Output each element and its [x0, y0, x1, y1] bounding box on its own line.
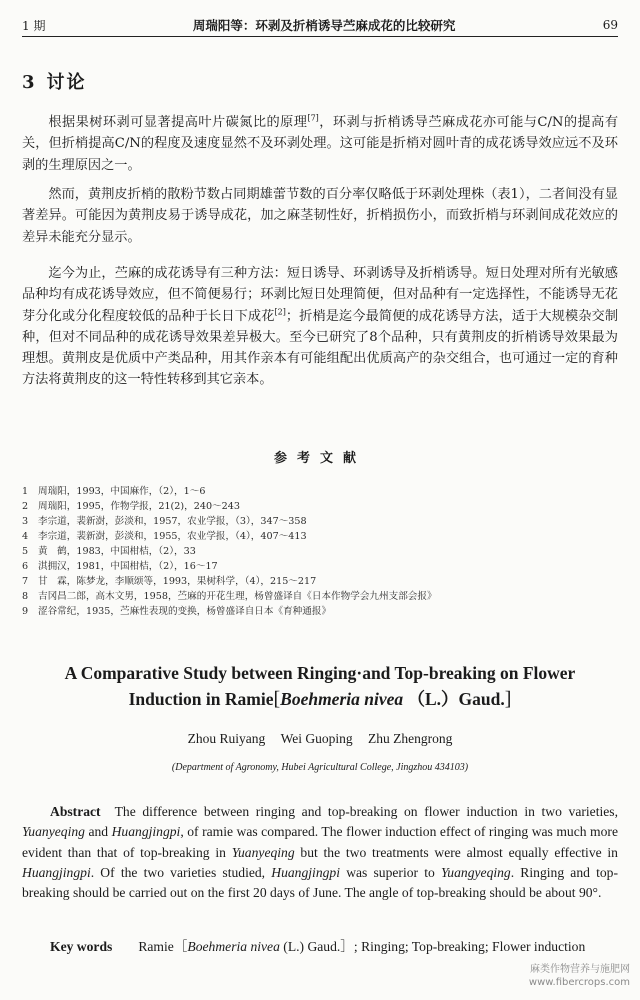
reference-item	[22, 559, 622, 574]
watermark-line: www.fibercrops.com	[528, 977, 630, 988]
variety-name: Yuanyeqing	[22, 824, 85, 840]
reference-text: 李宗道，裴新澍，彭淡和，1955，农业学报，（4），407～413	[38, 531, 307, 542]
site-watermark	[400, 963, 630, 989]
title-text: Induction in Ramie	[128, 689, 274, 709]
reference-item	[22, 604, 622, 619]
discussion-paragraph-2: 然而，黄荆皮折梢的散粉节数占同期雄蕾节数的百分率仅略低于环剥处理株（表1），二者间没有显著差异。可能因为黄荆皮易于诱导成花，加之麻茎韧性好，折梢损伤小，而致折梢与环剥间成花效应的差异未能充分显示。	[22, 187, 618, 245]
reference-text: 甘 霖，陈梦龙，李顺颂等，1993，果树科学，（4），215～217	[38, 576, 317, 587]
text-run: but the two treatments were almost equally effective in	[300, 844, 618, 860]
issue-label: 1 期	[22, 18, 46, 33]
reference-text: 周瑞阳，1995，作物学报，21(2)，240～243	[38, 501, 240, 512]
reference-text: 吉冈昌二郎，高木文男，1958，苎麻的开花生理，杨曾盛译自《日本作物学会九州支部会报》	[38, 591, 437, 602]
reference-item	[22, 514, 622, 529]
english-title-line-1: A Comparative Study between Ringing·and Top-breaking on Flower	[64, 663, 576, 683]
affiliation: (Department of Agronomy, Hubei Agricultural College, Jingzhou 434103)	[171, 762, 469, 773]
author: Zhu Zhengrong	[368, 731, 453, 746]
reference-number: 4	[22, 531, 29, 542]
text-run: . Ringing and top-breaking should be carried out on the first 20 days of June. The angle of top-breaking should be about 90°.	[22, 864, 618, 901]
reference-number: 7	[22, 576, 29, 587]
species-name: Boehmeria nivea	[280, 689, 404, 709]
text-run: 根据果树环剥可显著提高叶片碳氮比的原理	[48, 115, 308, 130]
section-title: 讨论	[46, 72, 87, 93]
reference-text: 涩谷常纪，1935，苎麻性表现的变换，杨曾盛译自日本《育种通报》	[38, 606, 332, 617]
running-title: 周瑞阳等：环剥及折梢诱导苎麻成花的比较研究	[192, 18, 456, 33]
reference-item	[22, 574, 622, 589]
watermark-line: 麻类作物营养与施肥网	[530, 964, 630, 975]
reference-number: 6	[22, 561, 29, 572]
author: Zhou Ruiyang	[187, 731, 266, 746]
text-run: , of ramie was compared. The flower induction effect of ringing was much more evident than that of top-breaking in	[22, 824, 618, 860]
reference-item	[22, 484, 622, 499]
english-abstract	[22, 802, 618, 903]
text-run: ，环剥与折梢诱导苎麻成花亦可能与C/N的提高有关，但折梢提高C/N的程度及速度显然不及环剥处理。这可能是折梢对圆叶青的成花诱导效应远不及环剥的生理原因之一。	[22, 115, 619, 173]
reference-text: 周瑞阳，1993，中国麻作，（2），1～6	[38, 486, 206, 497]
text-run: Ramie［	[138, 939, 188, 954]
reference-item	[22, 544, 622, 559]
keywords	[22, 936, 618, 957]
reference-item	[22, 589, 622, 604]
reference-number: 3	[22, 516, 29, 527]
variety-name: Huangjingpi	[22, 864, 91, 880]
references-heading: 参考文献	[273, 451, 366, 466]
title-bracket: [	[273, 688, 281, 710]
reference-number: 2	[22, 501, 29, 512]
reference-text: 黄 鹤，1983，中国柑桔，（2），33	[38, 546, 196, 557]
variety-name: Huangjingpi	[271, 864, 340, 880]
title-text: （L.）Gaud.	[407, 689, 505, 709]
reference-item	[22, 529, 622, 544]
abstract-label: Abstract	[50, 804, 101, 819]
text-run: (L.) Gaud.］; Ringing; Top-breaking; Flower induction	[283, 939, 586, 954]
english-title-line-2	[0, 686, 640, 712]
reference-number: 1	[22, 486, 29, 497]
running-header	[22, 14, 618, 37]
variety-name: Yuanyeqing	[231, 844, 295, 860]
reference-item	[22, 499, 622, 514]
citation-ref: [2]	[274, 307, 286, 317]
discussion-heading	[22, 68, 97, 94]
reference-number: 5	[22, 546, 29, 557]
species-name: Boehmeria nivea	[187, 939, 280, 954]
text-run: 迄今为止，苎麻的成花诱导有三种方法：短日诱导、环剥诱导及折梢诱导。短日处理对所有光敏感品种均有成花诱导效应，但不简便易行；环剥比短日处理简便，但对品种有一定选择性，不能诱导无花芽分化或分化程度较低的品种于长日下成花	[22, 266, 618, 324]
english-title	[0, 660, 640, 712]
references-list	[22, 484, 622, 619]
reference-number: 9	[22, 606, 29, 617]
discussion-paragraph-1	[22, 112, 618, 176]
reference-text: 李宗道，裴新澍，彭淡和，1957，农业学报，（3），347～358	[38, 516, 307, 527]
text-run: . Of the two varieties studied,	[90, 864, 266, 880]
author-list	[0, 731, 640, 747]
variety-name: Huangjingpi	[111, 824, 181, 840]
keywords-label: Key words	[50, 939, 113, 954]
reference-text: 淇拥汉，1981，中国柑桔，（2），16～17	[38, 561, 218, 572]
text-run: The difference between ringing and top-breaking on flower induction in two varieties,	[114, 804, 618, 819]
title-bracket: ]	[504, 688, 512, 710]
citation-ref: [7]	[307, 113, 319, 123]
section-number: 3	[22, 72, 37, 93]
text-run: was superior to	[346, 864, 435, 880]
author: Wei Guoping	[280, 731, 353, 746]
page-number: 69	[602, 18, 618, 32]
reference-number: 8	[22, 591, 29, 602]
discussion-paragraph-3	[22, 263, 618, 391]
text-run: and	[88, 824, 109, 840]
text-run: ；折梢是迄今最简便的成花诱导方法，适于大规模杂交制种，但对不同品种的成花诱导效果差异极大。至今已研究了8个品种，只有黄荆皮的折梢诱导效果最为理想。黄荆皮是优质中产类品种，用其作亲本有可能组配出优质高产的杂交组合，也可通过一定的育种方法将黄荆皮的这一特性转移到其它亲本。	[22, 308, 619, 388]
variety-name: Yuangyeqing	[441, 864, 511, 880]
